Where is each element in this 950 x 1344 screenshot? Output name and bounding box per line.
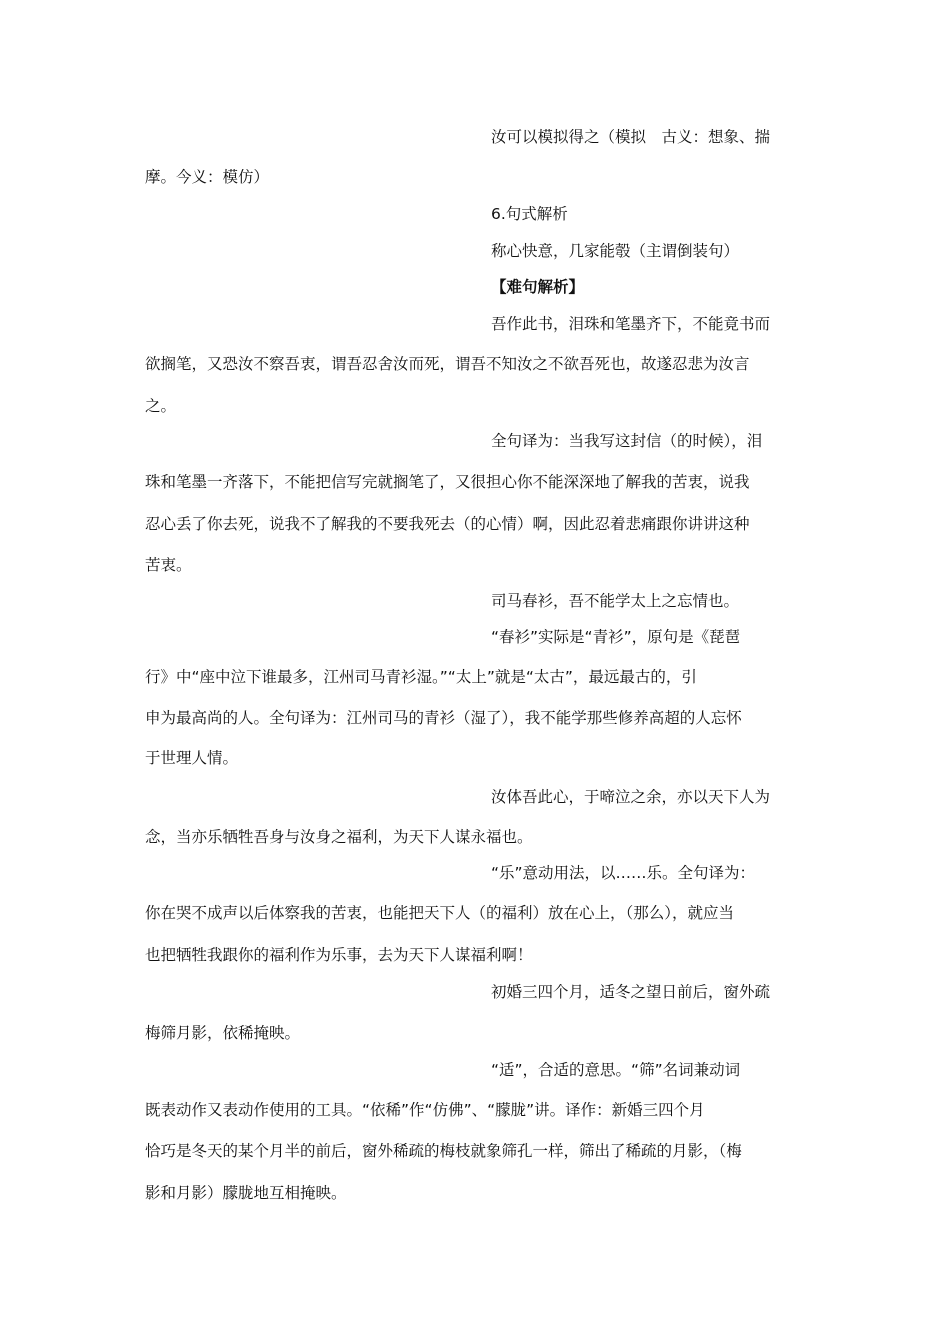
- text-line: 忍心丢了你去死，说我不了解我的不要我死去（的心情）啊，因此忍着悲痛跟你讲讲这种: [145, 515, 750, 533]
- text-line: 申为最高尚的人。全句译为：江州司马的青衫（湿了），我不能学那些修养高超的人忘怀: [145, 709, 742, 727]
- text-line: 也把牺牲我跟你的福利作为乐事，去为天下人谋福利啊！: [145, 946, 533, 964]
- text-line: 苦衷。: [145, 556, 192, 574]
- text-line: 珠和笔墨一齐落下，不能把信写完就搁笔了，又很担心你不能深深地了解我的苦衷，说我: [145, 473, 750, 491]
- section-heading: 6.句式解析: [491, 205, 568, 223]
- text-line: 欲搁笔，又恐汝不察吾衷，谓吾忍舍汝而死，谓吾不知汝之不欲吾死也，故遂忍悲为汝言: [145, 355, 750, 373]
- text-line: 全句译为：当我写这封信（的时候），泪: [491, 432, 763, 450]
- text-line: 既表动作又表动作使用的工具。“依稀”作“仿佛”、“朦胧”讲。译作：新婚三四个月: [145, 1101, 705, 1119]
- text-line: 汝可以模拟得之（模拟 古义：想象、揣: [491, 128, 771, 146]
- text-line: 之。: [145, 397, 177, 415]
- text-line: 初婚三四个月，适冬之望日前后，窗外疏: [491, 983, 771, 1001]
- text-line: 影和月影）朦胧地互相掩映。: [145, 1184, 347, 1202]
- text-line: 行》中“座中泣下谁最多，江州司马青衫湿。”“太上”就是“太古”，最远最古的，引: [145, 668, 697, 686]
- section-heading: 【难句解析】: [491, 278, 585, 296]
- text-line: 汝体吾此心，于啼泣之余，亦以天下人为: [491, 788, 771, 806]
- text-line: 于世理人情。: [145, 749, 239, 767]
- text-line: 念，当亦乐牺牲吾身与汝身之福利，为天下人谋永福也。: [145, 828, 533, 846]
- text-line: 吾作此书，泪珠和笔墨齐下，不能竟书而: [491, 315, 771, 333]
- text-line: 你在哭不成声以后体察我的苦衷，也能把天下人（的福利）放在心上，（那么），就应当: [145, 904, 735, 922]
- text-line: “适”，合适的意思。“筛”名词兼动词: [491, 1061, 741, 1079]
- text-line: “乐”意动用法，以……乐。全句译为：: [491, 864, 756, 882]
- text-line: “春衫”实际是“青衫”，原句是《琵琶: [491, 628, 741, 646]
- text-line: 恰巧是冬天的某个月半的前后，窗外稀疏的梅枝就象筛孔一样，筛出了稀疏的月影，（梅: [145, 1142, 742, 1160]
- text-line: 梅筛月影，依稀掩映。: [145, 1024, 301, 1042]
- text-line: 摩。今义：模仿）: [145, 168, 270, 186]
- text-line: 称心快意，几家能彀（主谓倒装句）: [491, 242, 740, 260]
- text-line: 司马春衫，吾不能学太上之忘情也。: [491, 592, 740, 610]
